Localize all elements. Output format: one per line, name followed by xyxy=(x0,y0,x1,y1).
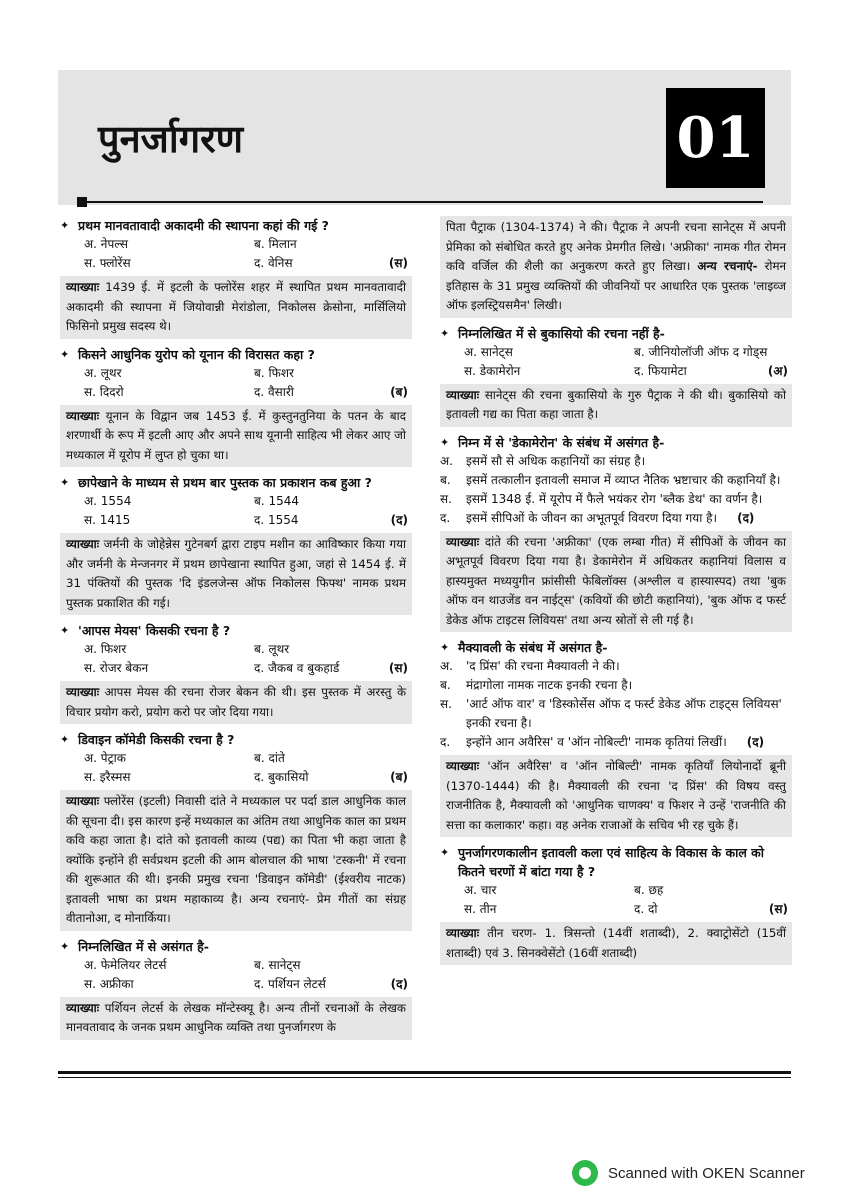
diamond-bullet-icon: ✦ xyxy=(60,733,70,746)
statement: अ. 'द प्रिंस' की रचना मैक्यावली ने की। xyxy=(440,659,620,673)
answer: (स) xyxy=(768,902,788,916)
statement: स. इसमें 1348 ई. में यूरोप में फैले भयंकर रोग 'ब्लैक डेथ' का वर्णन है। xyxy=(440,491,763,506)
answer: (द) xyxy=(390,976,408,991)
diamond-bullet-icon: ✦ xyxy=(440,435,450,449)
statement: ब. इसमें तत्कालीन इतावली समाज में व्याप्त नैतिक भ्रष्टाचार की कहानियाँ है। xyxy=(440,472,781,487)
explanation: व्याख्याः 'ऑन अवैरिस' व 'ऑन नोबिल्टी' नामक कृतियाँ लियोनार्दो ब्रूनी (1370-1444) की है। मैक्यावली की रचना 'द प्रिंस' की विषय वस्तु राजनीतिक है, मैक्यावली को 'आधुनिक चाणक्य' व फिशर ने उन्हें 'राजनीति की सत्ता का कलाकार' कहा। वह अनेक राजाओं के सचिव भी रह चुके हैं। xyxy=(440,755,792,837)
footer-rule xyxy=(58,1071,791,1074)
explanation: व्याख्याः पर्शियन लेटर्स के लेखक मॉन्टेस्क्यू है। अन्य तीनों रचनाओं के लेखक मानवतावाद के जनक प्रथम आधुनिक व्यक्ति तथा पुनर्जागरण के xyxy=(60,997,412,1040)
option: द. पर्शियन लेटर्स xyxy=(254,976,326,991)
options xyxy=(60,235,412,273)
scanner-text: Scanned with OKEN Scanner xyxy=(608,1164,805,1182)
options xyxy=(60,364,412,402)
diamond-bullet-icon: ✦ xyxy=(60,939,70,953)
option: द. वैसारी xyxy=(254,384,294,399)
answer: (द) xyxy=(390,513,408,527)
explanation: व्याख्याः दांते की रचना 'अफ्रीका' (एक लम्बा गीत) में सीपिओं के जीवन का अभूतपूर्व विवरण दिया गया है। डेकामेरोन में अधिकतर कहानियां विलास व हास्यमुक्त मध्ययुगीन फ्रांसीसी फेबिलॉक्स (अश्लील व हास्यास्पद) तथा 'बुक ऑफ वन थाउजेंड वन नाईट्स' (कवियों की छोटी कहानियां), 'बुक ऑफ द फर्स्ट डेकेड ऑफ टाइटस लिवियस' तथा अन्य स्रोतों से ली गई है। xyxy=(440,531,792,633)
question: ✦ 'आपस मेयस' किसकी रचना है ? xyxy=(60,623,231,638)
option: द. बुकासियो xyxy=(254,770,309,784)
option: द. दो xyxy=(634,902,658,916)
option: स. डेकामेरोन xyxy=(464,363,521,378)
question: ✦ पुनर्जागरणकालीन इतावली कला एवं साहित्य के विकास के काल को कितने चरणों में बांटा गया है ? xyxy=(440,845,764,879)
explanation: व्याख्याः तीन चरण- 1. त्रिसन्तो (14वीं शताब्दी), 2. क्वाट्रोसेंटो (15वीं शताब्दी) एवं 3. सिनक्वेसेंटो (16वीं शताब्दी) xyxy=(440,922,792,965)
options xyxy=(60,956,412,994)
option: अ. नेपल्स xyxy=(84,237,128,251)
diamond-bullet-icon: ✦ xyxy=(60,476,70,489)
answer: (ब) xyxy=(390,384,408,399)
left-column xyxy=(60,216,412,1040)
option: ब. फिशर xyxy=(254,365,294,380)
option: द. वेनिस xyxy=(254,256,293,270)
option: स. इरैस्मस xyxy=(84,770,131,784)
answer: (द) xyxy=(746,735,765,749)
option: ब. दांते xyxy=(254,751,285,765)
explanation: व्याख्याः यूनान के विद्वान जब 1453 ई. में कुस्तुनतुनिया के पतन के बाद शरणार्थी के रूप में इटली आए और अपने साथ यूनानी साहित्य भी लेकर आए जो मध्यकाल में यूरोप में लुप्त हो चुका था। xyxy=(60,405,412,468)
option: स. फ्लोरेंस xyxy=(84,256,131,270)
options xyxy=(60,492,412,530)
question: ✦ छापेखाने के माध्यम से प्रथम बार पुस्तक का प्रकाशन कब हुआ ? xyxy=(60,475,372,490)
option: द. 1554 xyxy=(254,513,299,527)
explanation: व्याख्याः जर्मनी के जोहेन्नेस गुटेनबर्ग द्वारा टाइप मशीन का आविष्कार किया गया और जर्मनी के मेन्जनगर में प्रथम छापेखाना स्थापित हुआ, जहां से 1454 ई. में 31 पंक्तियों की पुस्तक 'दि इंडलजेन्स ऑफ निकोलस फिफ्थ' नामक प्रथम पुस्तक प्रकाशित की गई। xyxy=(60,533,412,615)
option: ब. सानेट्स xyxy=(254,957,301,972)
explanation: व्याख्याः सानेट्स की रचना बुकासियो के गुरु पैट्राक ने की थी। बुकासियो को इतावली गद्य का पिता कहा जाता है। xyxy=(440,384,792,427)
diamond-bullet-icon: ✦ xyxy=(60,624,70,637)
option: द. जैकब व बुकहार्ड xyxy=(254,661,340,675)
explanation-continued: पिता पैट्राक (1304-1374) ने की। पैट्राक ने अपनी रचना सानेट्स में अपनी प्रेमिका को संबोधित करते हुए अनेक प्रेमगीत लिखे। 'अफ्रीका' नामक गीत रोमन कवि वर्जिल की शैली का अनुकरण करते हुए लिखा। अन्य रचनाएं- रोमन इतिहास के 31 प्रमुख व्यक्तियों की जीवनियों पर आधारित एक पुस्तक 'लाइव्ज ऑफ इलस्ट्रियसमैन' लिखी। xyxy=(440,216,792,318)
question: ✦ मैक्यावली के संबंध में असंगत है- xyxy=(440,640,608,655)
options xyxy=(60,640,412,678)
option: स. 1415 xyxy=(84,513,131,527)
option: ब. 1544 xyxy=(254,494,300,508)
option: अ. लूथर xyxy=(84,365,122,380)
option: स. रोजर बेकन xyxy=(84,661,149,675)
option: स. दिदरो xyxy=(84,384,124,399)
option: ब. लूथर xyxy=(254,642,290,656)
header-rule xyxy=(80,201,763,203)
question: ✦ डिवाइन कॉमेडी किसकी रचना है ? xyxy=(60,732,235,747)
option: स. अफ्रीका xyxy=(84,976,134,991)
explanation: व्याख्याः आपस मेयस की रचना रोजर बेकन की थी। इस पुस्तक में अरस्तु के विचार प्रयोग करो, प्रयोग करो पर जोर दिया गया। xyxy=(60,681,412,724)
diamond-bullet-icon: ✦ xyxy=(60,347,70,361)
question: ✦ निम्न में से 'डेकामेरोन' के संबंध में असंगत है- xyxy=(440,434,665,450)
option: अ. 1554 xyxy=(84,494,132,508)
option: ब. मिलान xyxy=(254,237,297,251)
diamond-bullet-icon: ✦ xyxy=(440,641,450,654)
explanation: व्याख्याः फ्लोरेंस (इटली) निवासी दांते ने मध्यकाल पर पर्दा डाल आधुनिक काल की सूचना दी। इस कारण इन्हें मध्यकाल का अंतिम तथा आधुनिक काल का प्रथम कवि कहा जाता है। दांते को इतावली काव्य (पद्य) का पिता भी कहा जाता है क्योंकि इन्होंने ही सर्वप्रथम इटली की आम बोलचाल की भाषा 'टस्कनी' में रचना की शुरूआत की थी। इनकी प्रमुख रचना 'डिवाइन कॉमेडी' (ईश्वरीय नाटक) इतावली भाषा का प्रथम महाकाव्य है। अन्य रचनाएं- प्रेम गीतों का संग्रह वीतानोआ, द मोनार्किया। xyxy=(60,790,412,931)
options xyxy=(60,749,412,787)
oken-scanner-logo-icon xyxy=(572,1160,598,1186)
option: द. फियामेटा xyxy=(634,363,687,378)
chapter-number: 01 xyxy=(666,88,765,188)
option: अ. फिशर xyxy=(84,642,127,656)
answer: (स) xyxy=(388,661,408,675)
answer: (द) xyxy=(737,510,755,525)
statement: ब. मंद्रागोला नामक नाटक इनकी रचना है। xyxy=(440,678,633,692)
answer: (ब) xyxy=(390,770,408,784)
statement: द. इसमें सीपिओं के जीवन का अभूतपूर्व विवरण दिया गया है। (द) xyxy=(440,510,755,525)
options xyxy=(440,881,792,919)
diamond-bullet-icon: ✦ xyxy=(440,326,450,340)
right-column xyxy=(440,216,792,965)
page-title: पुनर्जागरण xyxy=(98,116,244,161)
statement: अ. इसमें सौ से अधिक कहानियों का संग्रह है। xyxy=(440,453,646,468)
option: ब. छह xyxy=(634,883,664,897)
diamond-bullet-icon: ✦ xyxy=(60,219,70,232)
diamond-bullet-icon: ✦ xyxy=(440,846,450,859)
statement: द. इन्होंने आन अवैरिस' व 'ऑन नोबिल्टी' नामक कृतियां लिखीं। (द) xyxy=(440,735,765,749)
option: ब. जीनियोलॉजी ऑफ द गोड्स xyxy=(634,344,768,359)
scanner-watermark xyxy=(572,1160,805,1186)
answer: (स) xyxy=(388,256,408,270)
option: अ. चार xyxy=(464,883,497,897)
footer-rule xyxy=(58,1077,791,1078)
statement: स. 'आर्ट ऑफ वार' व 'डिस्कोर्सेस ऑफ द फर्स्ट डेकेड ऑफ टाइट्स लिवियस' इनकी रचना है। xyxy=(440,697,782,730)
option: अ. पेट्राक xyxy=(84,751,126,765)
options xyxy=(440,343,792,381)
option: अ. सानेट्स xyxy=(464,344,513,359)
explanation: व्याख्याः 1439 ई. में इटली के फ्लोरेंस शहर में स्थापित प्रथम मानवतावादी अकादमी की स्थापना में जियोवान्नी मेरांडोला, निकोलस क्रेसोना, मार्सिलियो फिसिनो प्रमुख सदस्य थे। xyxy=(60,276,412,339)
question: ✦ निम्नलिखित में से बुकासियो की रचना नहीं है- xyxy=(440,325,665,341)
option: स. तीन xyxy=(464,902,497,916)
answer: (अ) xyxy=(767,363,788,378)
question: ✦ प्रथम मानवतावादी अकादमी की स्थापना कहां की गई ? xyxy=(60,218,329,233)
option: अ. फेमेलियर लेटर्स xyxy=(84,957,167,972)
question: ✦ किसने आधुनिक युरोप को यूनान की विरासत कहा ? xyxy=(60,346,315,362)
question: ✦ निम्नलिखित में से असंगत है- xyxy=(60,938,209,954)
